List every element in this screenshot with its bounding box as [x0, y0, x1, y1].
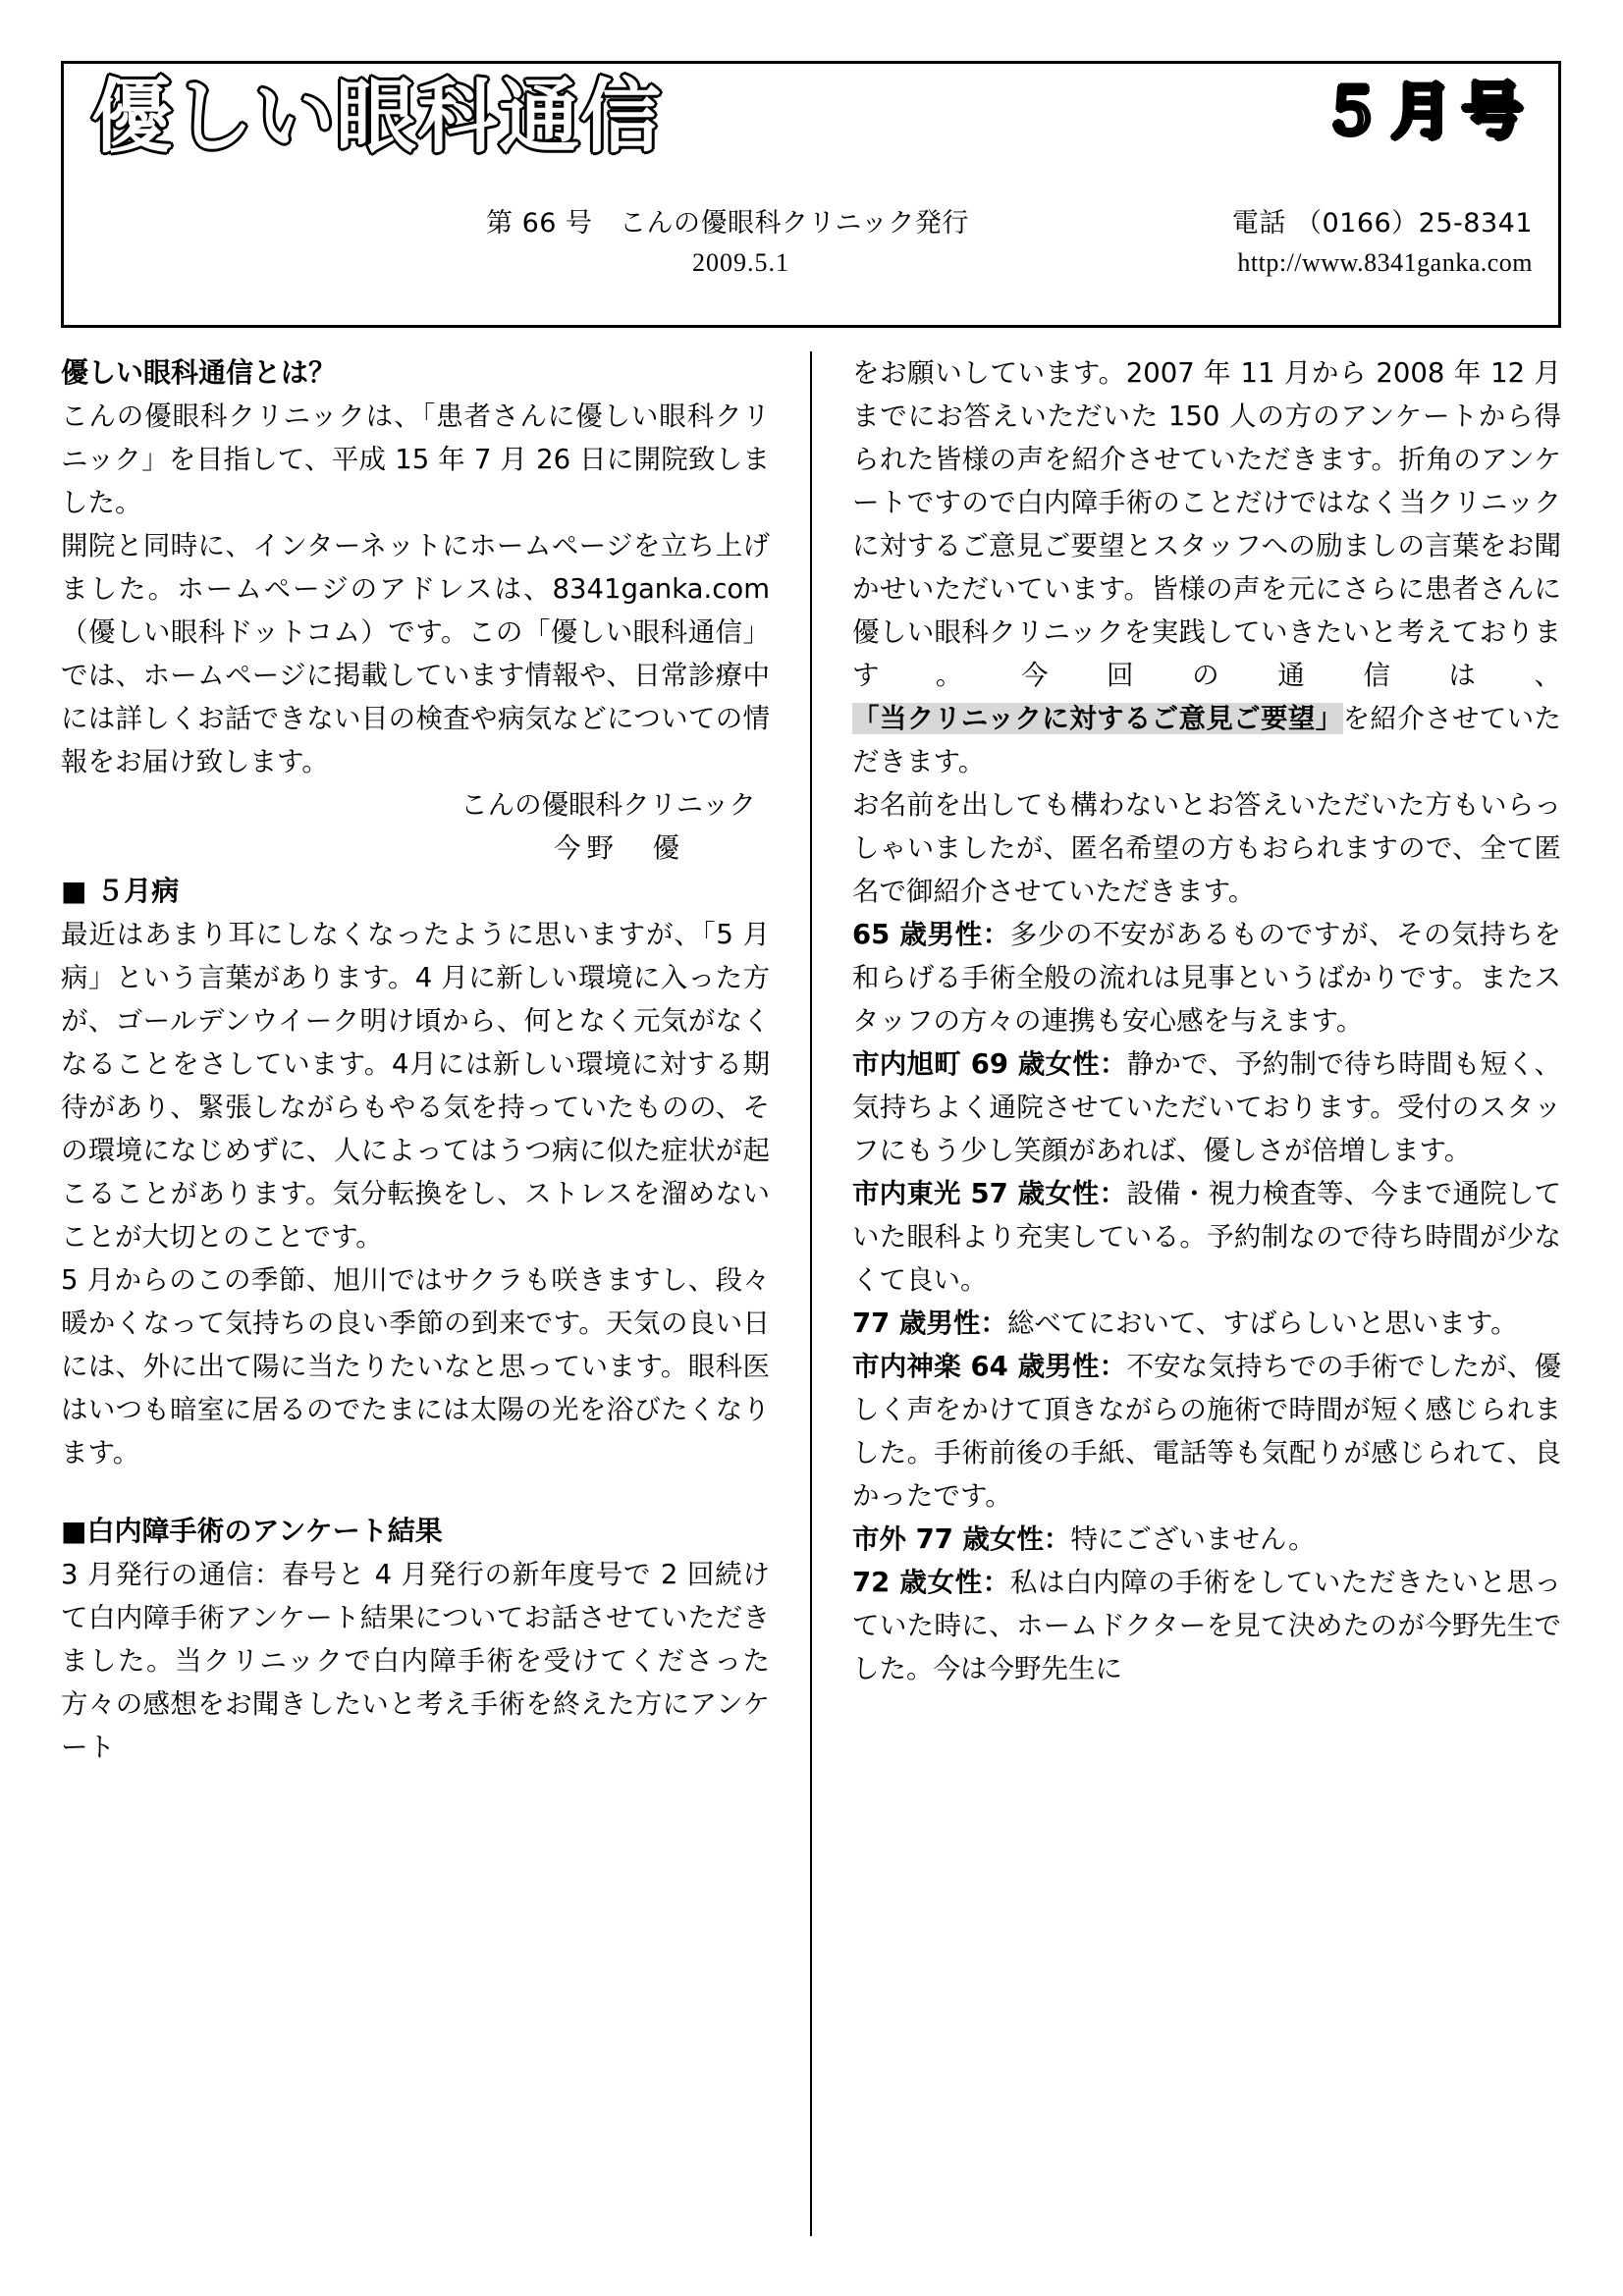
issue-number-publisher: 第 66 号 こんの優眼科クリニック発行: [486, 208, 969, 239]
left-column: [61, 351, 770, 2236]
may-blues-paragraph-1: 最近はあまり耳にしなくなったように思いますが、「5 月病」という言葉があります。4 月に新しい環境に入った方が、ゴールデンウイーク明け頃から、何となく元気がなくなることをさしています。4月には新しい環境に対する期待があり、緊張しながらもやる気を持っていたものの、その環境になじめずに、人によってはうつ病に似た症状が起こることがあります。気分転換をし、ストレスを溜めないことが大切とのことです。: [61, 919, 770, 1253]
voice-separator: ：: [1099, 1351, 1127, 1382]
voice-speaker: 市外 77 歳女性: [852, 1523, 1044, 1555]
column-divider: [810, 351, 812, 2236]
survey-continued-text-b: を紹介させていただきます。: [852, 703, 1561, 777]
website-url: http://www.8341ganka.com: [1237, 248, 1533, 277]
voice-text: 静かで、予約制で待ち時間も短く、気持ちよく通院させていただいております。受付のスタッフにもう少し笑顔があれば、優しさが倍増します。: [852, 1048, 1562, 1166]
voice-speaker: 市内東光 57 歳女性: [852, 1178, 1100, 1209]
section-heading-may-blues: ■ ５月病: [61, 875, 180, 907]
voice-separator: ：: [980, 1308, 1007, 1339]
issue-date: 2009.5.1: [692, 248, 789, 277]
survey-paragraph-1: 3 月発行の通信：春号と 4 月発行の新年度号で 2 回続けて白内障手術アンケート結果についてお話させていただきました。当クリニックで白内障手術を受けてくださった方々の感想をお聞きしたいと考え手術を終えた方にアンケート: [61, 1559, 770, 1763]
telephone: 電話 （0166）25-8341: [1231, 208, 1533, 239]
voice-separator: ：: [982, 1567, 1010, 1598]
voice-text: 不安な気持ちでの手術でしたが、優しく声をかけて頂きながらの施術で時間が短く感じられました。手術前後の手紙、電話等も気配りが感じられて、良かったです。: [852, 1351, 1562, 1512]
about-paragraph-1: こんの優眼科クリニックは、「患者さんに優しい眼科クリニック」を目指して、平成 15 年 7 月 26 日に開院致しました。: [61, 400, 770, 518]
voice-speaker: 65 歳男性: [852, 919, 983, 950]
voice-speaker: 77 歳男性: [852, 1308, 981, 1339]
voice-item: [852, 1172, 1561, 1302]
section-heading-about: 優しい眼科通信とは？: [61, 356, 337, 389]
right-column: [852, 351, 1561, 2236]
voice-item: [852, 913, 1561, 1042]
voice-item: [852, 1345, 1561, 1518]
may-blues-paragraph-2: 5 月からのこの季節、旭川ではサクラも咲きますし、段々暖かくなって気持ちの良い季節の到来です。天気の良い日には、外に出て陽に当たりたいなと思っています。眼科医はいつも暗室に居るのでたまには太陽の光を浴びたくなります。: [61, 1264, 770, 1468]
voice-item: [852, 1042, 1561, 1172]
section-spacer: [61, 1474, 770, 1510]
voice-item: [852, 1518, 1561, 1561]
voice-speaker: 市内旭町 69 歳女性: [852, 1048, 1100, 1080]
voice-text: 私は白内障の手術をしていただきたいと思っていた時に、ホームドクターを見て決めたのが今野先生でした。今は今野先生に: [852, 1567, 1562, 1684]
voice-separator: ：: [1099, 1178, 1127, 1209]
voice-speaker: 市内神楽 64 歳男性: [852, 1351, 1100, 1382]
page-title: 優しい眼科通信: [91, 71, 663, 164]
voice-text: 総べてにおいて、すばらしいと思います。: [1006, 1308, 1518, 1339]
signature-clinic: こんの優眼科クリニック: [460, 789, 756, 821]
survey-highlight: 「当クリニックに対するご意見ご要望」: [852, 703, 1343, 734]
section-heading-survey: ■白内障手術のアンケート結果: [61, 1515, 443, 1547]
about-paragraph-2: 開院と同時に、インターネットにホームページを立ち上げました。ホームページのアドレスは、8341ganka.com（優しい眼科ドットコム）です。この「優しい眼科通信」では、ホームページに掲載しています情報や、日常診療中には詳しくお話できない目の検査や病気などについての情報をお届け致します。: [61, 530, 770, 777]
voice-item: [852, 1561, 1561, 1690]
voice-separator: ：: [1099, 1048, 1127, 1080]
voice-text: 多少の不安があるものですが、その気持ちを和らげる手術全般の流れは見事というばかりです。またスタッフの方々の連携も安心感を与えます。: [852, 919, 1562, 1037]
survey-continued-paragraph: [852, 351, 1561, 783]
masthead: [61, 61, 1561, 328]
survey-continued-text-a: をお願いしています。2007 年 11 月から 2008 年 12 月までにお答えいただいた 150 人の方のアンケートから得られた皆様の声を紹介させていただきます。折角のアンケートですので白内障手術のことだけではなく当クリニックに対するご意見ご要望とスタッフへの励ましの言葉をお聞かせいただいています。皆様の声を元にさらに患者さんに優しい眼科クリニックを実践していきたいと考えております。今回の通信は、: [852, 357, 1561, 691]
voice-text: 特にございません。: [1070, 1523, 1316, 1555]
issue-month: ５月号: [1320, 76, 1533, 147]
signature-name: 今野 優: [554, 832, 685, 864]
voice-text: 設備・視力検査等、今まで通院していた眼科より充実している。予約制なので待ち時間が少なくて良い。: [852, 1178, 1562, 1296]
article-columns: [61, 351, 1561, 2236]
voice-separator: ：: [1043, 1523, 1071, 1555]
voice-separator: ：: [982, 919, 1010, 950]
voice-item: [852, 1302, 1561, 1345]
voice-speaker: 72 歳女性: [852, 1567, 983, 1598]
anonymity-paragraph: お名前を出しても構わないとお答えいただいた方もいらっしゃいましたが、匿名希望の方もおられますので、全て匿名で御紹介させていただきます。: [852, 789, 1561, 907]
